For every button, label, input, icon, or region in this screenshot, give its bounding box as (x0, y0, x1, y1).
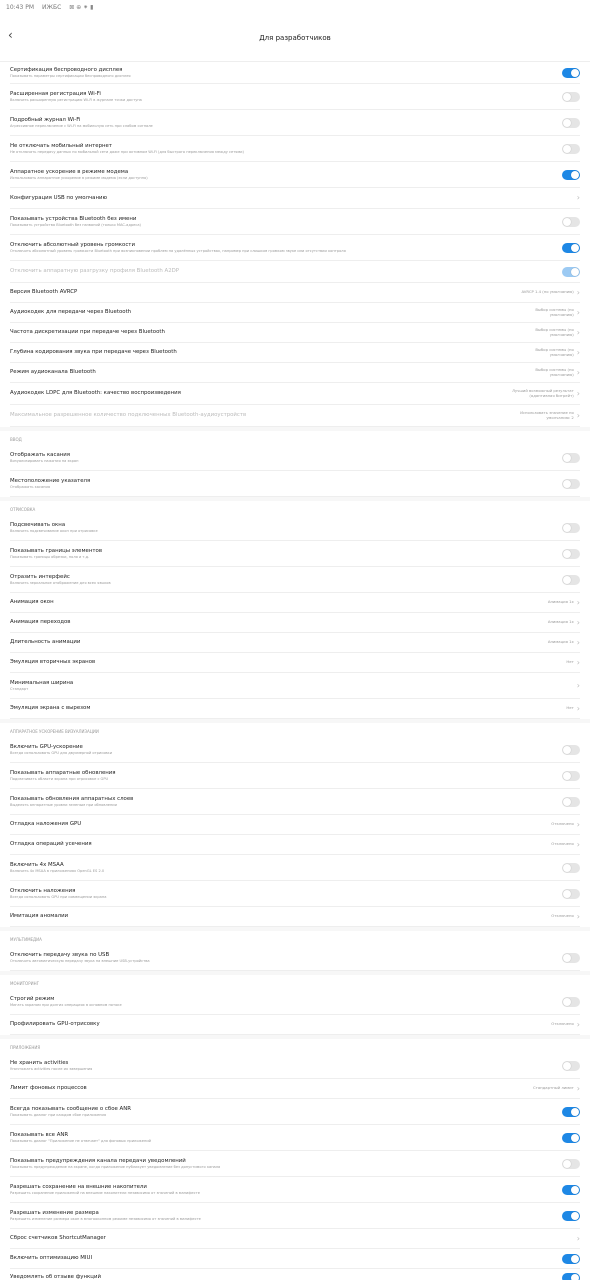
setting-title: Всегда показывать сообщение о сбое ANR (10, 1105, 131, 1112)
setting-row[interactable] (10, 633, 580, 653)
setting-row[interactable] (10, 84, 580, 110)
setting-row[interactable] (10, 343, 580, 363)
setting-row[interactable] (10, 471, 580, 497)
setting-row[interactable] (10, 835, 580, 855)
setting-title: Показывать предупреждения канала передачи уведомлений (10, 1157, 186, 1164)
setting-summary: Выделять аппаратные уровни зеленым при обновлении (10, 802, 117, 807)
setting-value-group (512, 308, 580, 317)
setting-text (10, 242, 562, 254)
setting-row[interactable] (10, 383, 580, 405)
toggle-switch (562, 267, 580, 277)
toggle-switch[interactable] (562, 1159, 580, 1169)
setting-title: Расширенная регистрация Wi-Fi (10, 90, 101, 97)
setting-value-group (512, 328, 580, 337)
toggle-switch[interactable] (562, 1211, 580, 1221)
setting-row[interactable] (10, 789, 580, 815)
setting-row[interactable] (10, 763, 580, 789)
setting-row[interactable] (10, 881, 580, 907)
chevron-right-icon: › (576, 839, 580, 849)
setting-title: Максимальное разрешенное количество подключенных Bluetooth-аудиоустройств (10, 412, 247, 418)
toggle-switch[interactable] (562, 1254, 580, 1264)
section-header: МОНИТОРИНГ (0, 975, 590, 989)
setting-row[interactable] (10, 1177, 580, 1203)
setting-row[interactable] (10, 323, 580, 343)
setting-row[interactable] (10, 1203, 580, 1229)
setting-value-group (548, 619, 580, 627)
setting-title: Включить оптимизацию MIUI (10, 1255, 93, 1261)
setting-text (10, 996, 562, 1008)
setting-value-group (521, 289, 580, 297)
chevron-right-icon: › (576, 347, 580, 357)
settings-group (0, 945, 590, 971)
toggle-switch[interactable] (562, 170, 580, 180)
setting-value-group (512, 411, 580, 420)
setting-summary: Всегда использовать GPU при совмещении экрана (10, 894, 107, 899)
setting-value: Выбор системы (по умолчанию) (535, 366, 574, 377)
settings-group (0, 445, 590, 497)
setting-value-group (548, 599, 580, 607)
setting-summary: Мигать экраном при долгих операциях в основном потоке (10, 1002, 122, 1007)
setting-text (10, 1085, 533, 1092)
setting-title: Сертификация беспроводного дисплея (10, 66, 123, 73)
setting-title: Подробный журнал Wi-Fi (10, 116, 81, 123)
setting-value: AVRCP 1.4 (по умолчанию) (521, 289, 574, 295)
setting-text (10, 1060, 562, 1072)
setting-row[interactable] (10, 1125, 580, 1151)
setting-row[interactable] (10, 283, 580, 303)
toggle-switch[interactable] (562, 92, 580, 102)
setting-value-group (512, 348, 580, 357)
setting-title: Аппаратное ускорение в режиме модема (10, 168, 129, 175)
setting-value: Отключено (551, 821, 574, 827)
setting-value: Нет (566, 705, 574, 711)
setting-text (10, 216, 562, 228)
setting-title: Имитация аномалии (10, 913, 69, 919)
setting-summary: Стандарт (10, 686, 29, 691)
setting-title: Показывать аппаратные обновления (10, 769, 116, 776)
setting-text (10, 195, 577, 202)
toggle-switch[interactable] (562, 243, 580, 253)
toggle-switch[interactable] (562, 1273, 580, 1280)
setting-value-group (548, 639, 580, 647)
setting-row[interactable] (10, 673, 580, 699)
setting-title: Минимальная ширина (10, 679, 74, 686)
setting-text (10, 548, 562, 560)
setting-title: Уведомлять об отзыве функций (10, 1274, 101, 1280)
back-arrow-icon[interactable]: ‹ (8, 28, 13, 42)
setting-title: Анимация окон (10, 599, 54, 605)
setting-value-group (566, 659, 580, 667)
chevron-right-icon: › (576, 1233, 580, 1243)
setting-title: Отображать касания (10, 451, 71, 458)
chevron-right-icon: › (576, 637, 580, 647)
settings-group (0, 1053, 590, 1249)
setting-text (10, 1132, 562, 1144)
chevron-right-icon: › (576, 307, 580, 317)
setting-text (10, 862, 562, 874)
setting-text (10, 599, 548, 606)
setting-title: Показывать обновления аппаратных слоев (10, 795, 134, 802)
toggle-switch[interactable] (562, 953, 580, 963)
toggle-switch[interactable] (562, 68, 580, 78)
setting-row (10, 261, 580, 283)
chevron-right-icon: › (576, 193, 580, 202)
status-extra: ИЖБС (42, 3, 62, 11)
toggle-switch[interactable] (562, 575, 580, 585)
chevron-right-icon: › (576, 819, 580, 829)
setting-value: Выбор системы (по умолчанию) (535, 306, 574, 317)
setting-row[interactable] (10, 653, 580, 673)
chevron-right-icon: › (576, 367, 580, 377)
chevron-right-icon: › (576, 1019, 580, 1029)
setting-value-group (512, 368, 580, 377)
setting-row[interactable] (10, 162, 580, 188)
setting-row[interactable] (10, 235, 580, 261)
setting-summary: Включить 4x MSAA в приложениях OpenGL ES 2.0 (10, 868, 105, 873)
setting-text (10, 268, 562, 275)
section-header: ВВОД (0, 431, 590, 445)
setting-summary: Показывать диалог "Приложение не отвечает" для фоновых приложений (10, 1138, 152, 1143)
settings-group (0, 515, 590, 719)
setting-text (10, 574, 562, 586)
status-time: 10:43 PM (6, 3, 34, 11)
setting-text (10, 841, 551, 848)
setting-row[interactable] (10, 907, 580, 927)
section-header: АППАРАТНОЕ УСКОРЕНИЕ ВИЗУАЛИЗАЦИИ (0, 723, 590, 737)
setting-title: Отладка наложения GPU (10, 821, 82, 827)
setting-title: Отключить передачу звука по USB (10, 951, 110, 958)
toggle-switch[interactable] (562, 997, 580, 1007)
setting-summary: Показывать диалог при каждом сбое приложения (10, 1112, 107, 1117)
toggle-switch[interactable] (562, 144, 580, 154)
setting-text (10, 67, 562, 79)
toggle-switch[interactable] (562, 1107, 580, 1117)
setting-title: Разрешать сохранение на внешние накопители (10, 1183, 147, 1190)
toggle-switch[interactable] (562, 1185, 580, 1195)
settings-group (0, 989, 590, 1035)
setting-text (10, 1255, 562, 1262)
setting-summary: Уничтожать activities после их завершения (10, 1066, 93, 1071)
toggle-switch[interactable] (562, 1061, 580, 1071)
setting-title: Эмуляция экрана с вырезом (10, 705, 91, 711)
toggle-switch[interactable] (562, 771, 580, 781)
setting-row[interactable] (10, 737, 580, 763)
setting-summary: Не отключать передачу данных по мобильной сети даже при активном Wi-Fi (для быстрого переключения между сетями) (10, 149, 244, 154)
chevron-right-icon: › (576, 657, 580, 667)
toggle-switch[interactable] (562, 118, 580, 128)
setting-row (10, 405, 580, 427)
setting-text (10, 888, 562, 900)
setting-row[interactable] (10, 855, 580, 881)
setting-value: Выбор системы (по умолчанию) (535, 326, 574, 337)
setting-summary: Разрешить сохранение приложений на внешние накопители независимо от значений в манифесте (10, 1190, 200, 1195)
chevron-right-icon: › (576, 680, 580, 690)
setting-title: Разрешать изменение размера (10, 1209, 99, 1216)
setting-row[interactable] (10, 541, 580, 567)
section-header: ПРИЛОЖЕНИЯ (0, 1039, 590, 1053)
setting-row[interactable] (10, 1015, 580, 1035)
setting-title: Строгий режим (10, 995, 55, 1002)
chevron-right-icon: › (576, 617, 580, 627)
setting-text (10, 390, 512, 397)
setting-summary: Показывать устройства Bluetooth без названий (только MAC-адреса) (10, 222, 141, 227)
setting-value: Анимация 1x (547, 619, 574, 625)
setting-title: Отключить аппаратную разгрузку профиля Bluetooth A2DP (10, 268, 180, 274)
setting-row[interactable] (10, 593, 580, 613)
chevron-right-icon: › (576, 410, 580, 420)
toggle-switch[interactable] (562, 797, 580, 807)
chevron-right-icon: › (576, 1083, 580, 1093)
setting-row[interactable] (10, 303, 580, 323)
status-icons: ⊠ ⊕ ⁕ ▮ (69, 3, 94, 11)
setting-value: Выбор системы (по умолчанию) (535, 346, 574, 357)
setting-text (10, 913, 551, 920)
setting-title: Глубина кодирования звука при передаче через Bluetooth (10, 349, 177, 355)
setting-text (10, 1106, 562, 1118)
setting-value-group (577, 682, 580, 690)
setting-text (10, 91, 562, 103)
setting-value-group (577, 1235, 580, 1243)
setting-text (10, 349, 512, 356)
setting-text (10, 329, 512, 336)
setting-title: Анимация переходов (10, 619, 71, 625)
setting-value: Стандартный лимит (532, 1085, 574, 1091)
setting-title: Подсвечивать окна (10, 521, 66, 528)
setting-title: Версия Bluetooth AVRCP (10, 289, 78, 295)
chevron-right-icon: › (576, 287, 580, 297)
toggle-switch[interactable] (562, 1133, 580, 1143)
setting-summary: Включить подсвечивание окон при отрисовке (10, 528, 98, 533)
settings-list[interactable] (0, 62, 590, 1280)
setting-title: Частота дискретизации при передаче через Bluetooth (10, 329, 165, 335)
setting-title: Отразить интерфейс (10, 573, 70, 580)
setting-title: Отключить наложения (10, 887, 76, 894)
setting-value: Отключено (551, 1021, 574, 1027)
setting-text (10, 478, 562, 490)
setting-value: Анимация 1x (547, 639, 574, 645)
setting-value-group (551, 841, 580, 849)
setting-summary: Отключить абсолютный уровень громкости Bluetooth при возникновении проблем на удалённых устройствах, например при слишком громком звуке или отсутствии контроля (10, 248, 346, 253)
setting-text (10, 289, 521, 296)
setting-title: Показывать устройства Bluetooth без имени (10, 215, 137, 222)
setting-row[interactable] (10, 1053, 580, 1079)
setting-row[interactable] (10, 1099, 580, 1125)
setting-title: Аудиокодек для передачи через Bluetooth (10, 309, 132, 315)
setting-value: Нет (566, 659, 574, 665)
setting-text (10, 1021, 551, 1028)
setting-title: Конфигурация USB по умолчанию (10, 194, 108, 201)
toggle-switch[interactable] (562, 863, 580, 873)
setting-text (10, 169, 562, 181)
setting-row[interactable] (10, 188, 580, 209)
chevron-right-icon: › (576, 388, 580, 398)
setting-row[interactable] (10, 445, 580, 471)
setting-title: Включить GPU-ускорение (10, 743, 83, 750)
setting-summary: Включить зеркальное отображение для всех языков (10, 580, 111, 585)
setting-summary: Визуализировать нажатия на экран (10, 458, 79, 463)
toggle-switch[interactable] (562, 549, 580, 559)
setting-title: Включить 4x MSAA (10, 861, 64, 868)
setting-summary: Подсвечивать области экрана при отрисовке с GPU (10, 776, 109, 781)
setting-summary: Отображать касания (10, 484, 51, 489)
setting-title: Аудиокодек LDPC для Bluetooth: качество воспроизведения (10, 390, 181, 396)
setting-title: Показывать границы элементов (10, 547, 103, 554)
toggle-switch[interactable] (562, 745, 580, 755)
setting-row[interactable] (10, 363, 580, 383)
setting-text (10, 744, 562, 756)
setting-row[interactable] (10, 136, 580, 162)
settings-group (0, 62, 590, 427)
setting-text (10, 680, 577, 692)
setting-summary: Включить расширенную регистрацию Wi-Fi в журнале точки доступа (10, 97, 142, 102)
setting-value-group (577, 194, 580, 202)
setting-row[interactable] (10, 1229, 580, 1249)
chevron-right-icon: › (576, 703, 580, 713)
setting-value-group (551, 913, 580, 921)
setting-value-group (533, 1085, 580, 1093)
setting-summary: Показывать границы обрезки, поля и т.д. (10, 554, 90, 559)
setting-title: Показывать все ANR (10, 1131, 69, 1138)
setting-text (10, 770, 562, 782)
toggle-switch[interactable] (562, 889, 580, 899)
setting-value: Отключено (551, 913, 574, 919)
setting-text (10, 705, 566, 712)
setting-text (10, 952, 562, 964)
setting-text (10, 412, 512, 419)
setting-value-group (551, 821, 580, 829)
setting-row[interactable] (10, 62, 580, 84)
toggle-switch[interactable] (562, 453, 580, 463)
setting-row[interactable] (10, 209, 580, 235)
setting-summary: Агрессивное переключение с Wi-Fi на мобильную сеть при слабом сигнале (10, 123, 153, 128)
setting-row[interactable] (10, 815, 580, 835)
setting-text (10, 659, 566, 666)
setting-title: Лимит фоновых процессов (10, 1085, 87, 1091)
setting-text (10, 1210, 562, 1222)
settings-group (0, 1249, 590, 1280)
setting-text (10, 1184, 562, 1196)
setting-text (10, 143, 562, 155)
setting-title: Не отключать мобильный интернет (10, 142, 112, 149)
setting-title: Профилировать GPU-отрисовку (10, 1021, 100, 1027)
setting-title: Отладка операций усечения (10, 841, 92, 847)
setting-row[interactable] (10, 945, 580, 971)
setting-summary: Показывать предупреждение на экране, когда приложение публикует уведомление без допустимого канала (10, 1164, 221, 1169)
setting-text (10, 1158, 562, 1170)
setting-row[interactable] (10, 1269, 580, 1280)
setting-row[interactable] (10, 1249, 580, 1269)
setting-text (10, 117, 562, 129)
setting-text (10, 796, 562, 808)
setting-row[interactable] (10, 1151, 580, 1177)
setting-title: Отключить абсолютный уровень громкости (10, 241, 135, 248)
setting-summary: Отключить автоматическую передачу звука на внешние USB-устройства (10, 958, 150, 963)
setting-title: Местоположение указателя (10, 477, 91, 484)
setting-value: Лучший возможный результат (адаптивная битрейт) (512, 387, 574, 398)
setting-title: Эмуляция вторичных экранов (10, 659, 96, 665)
setting-text (10, 619, 548, 626)
section-header: ОТРИСОВКА (0, 501, 590, 515)
toggle-switch[interactable] (562, 523, 580, 533)
status-bar (0, 0, 590, 14)
setting-text (10, 1274, 562, 1280)
chevron-right-icon: › (576, 911, 580, 921)
toggle-switch[interactable] (562, 479, 580, 489)
setting-text (10, 639, 548, 646)
setting-value-group (566, 705, 580, 713)
setting-value: Анимация 1x (547, 599, 574, 605)
chevron-right-icon: › (576, 597, 580, 607)
setting-row[interactable] (10, 515, 580, 541)
setting-text (10, 821, 551, 828)
setting-text (10, 1235, 577, 1242)
setting-row[interactable] (10, 567, 580, 593)
setting-text (10, 369, 512, 376)
setting-summary: Разрешить изменение размера окон в многооконном режиме независимо от значений в манифесте (10, 1216, 201, 1221)
setting-title: Режим аудиоканала Bluetooth (10, 369, 96, 375)
setting-row[interactable] (10, 110, 580, 136)
setting-title: Сброс счетчиков ShortcutManager (10, 1235, 106, 1241)
app-header (0, 14, 590, 62)
setting-text (10, 309, 512, 316)
setting-row[interactable] (10, 989, 580, 1015)
page-title: Для разработчиков (259, 33, 331, 42)
setting-text (10, 522, 562, 534)
chevron-right-icon: › (576, 327, 580, 337)
setting-text (10, 452, 562, 464)
setting-summary: Всегда использовать GPU для двухмерной отрисовки (10, 750, 113, 755)
toggle-switch[interactable] (562, 217, 580, 227)
setting-summary: Показывать параметры сертификации беспроводного дисплея (10, 73, 131, 78)
setting-value: Использовать значение по умолчанию: 2 (520, 409, 574, 420)
section-header: МУЛЬТИМЕДИА (0, 931, 590, 945)
setting-title: Не хранить activities (10, 1059, 69, 1066)
setting-row[interactable] (10, 699, 580, 719)
setting-value: Отключено (551, 841, 574, 847)
setting-title: Длительность анимации (10, 639, 81, 645)
setting-value-group (551, 1021, 580, 1029)
settings-group (0, 737, 590, 927)
setting-row[interactable] (10, 1079, 580, 1099)
setting-value-group (512, 389, 580, 398)
setting-row[interactable] (10, 613, 580, 633)
setting-summary: Использовать аппаратное ускорение в режиме модема (если доступно) (10, 175, 148, 180)
